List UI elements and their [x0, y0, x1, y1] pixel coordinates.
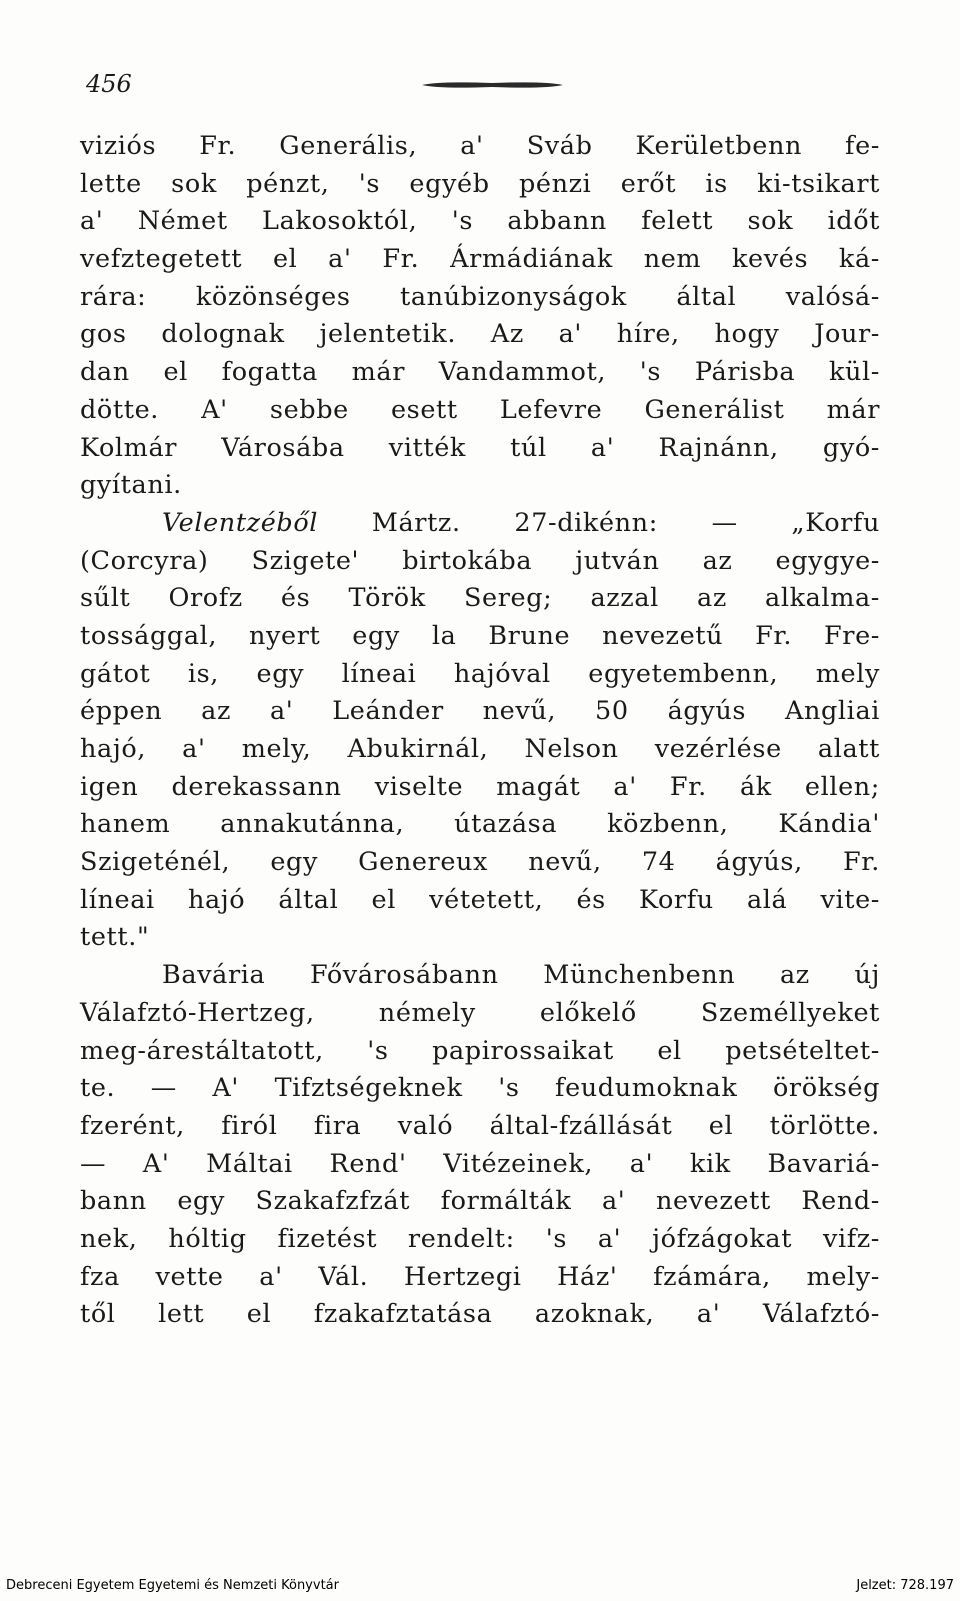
text-line: gátot is, egy líneai hajóval egyetembenn, mely: [80, 658, 880, 689]
header-rule-ornament: [420, 80, 565, 90]
text-line: sűlt Orofz és Török Sereg; azzal az alkalma-: [80, 583, 880, 614]
page-number: 456: [86, 70, 132, 98]
text-line: éppen az a' Leánder nevű, 50 ágyús Angliai: [80, 696, 880, 727]
text-line: viziós Fr. Generális, a' Sváb Kerületbenn fe-: [80, 131, 880, 161]
dateline-text: Mártz. 27-dikénn: — „Korfu: [318, 507, 880, 538]
text-line: fzerént, firól fira való által-fzállását el törlötte.: [80, 1110, 880, 1141]
text-line: tett.": [80, 922, 150, 953]
dateline-place: Velentzéből: [162, 507, 319, 538]
text-line: hanem annakutánna, útazása közbenn, Kándia': [80, 809, 880, 840]
body-text: [80, 128, 880, 1334]
text-line: dan el fogatta már Vandammot, 's Párisba kül-: [80, 357, 880, 388]
text-line: gos dolognak jelentetik. Az a' híre, hogy Jour-: [80, 319, 880, 350]
text-line: — A' Máltai Rend' Vitézeinek, a' kik Bavariá-: [80, 1148, 880, 1179]
text-line: meg-árestáltatott, 's papirossaikat el petsételtet-: [80, 1035, 880, 1066]
text-line: te. — A' Tifztségeknek 's feudumoknak örökség: [80, 1073, 880, 1104]
footer-library: Debreceni Egyetem Egyetemi és Nemzeti Könyvtár: [6, 1578, 339, 1593]
text-line: tossággal, nyert egy la Brune nevezetű Fr. Fre-: [80, 620, 880, 651]
text-line: líneai hajó által el vétetett, és Korfu alá vite-: [80, 884, 880, 915]
footer-shelfmark: Jelzet: 728.197: [856, 1578, 954, 1593]
text-line: Szigeténél, egy Genereux nevű, 74 ágyús, Fr.: [80, 847, 880, 878]
text-line: igen derekassann viselte magát a' Fr. ák ellen;: [80, 771, 880, 802]
text-line: rára: közönséges tanúbizonyságok által valósá-: [80, 281, 880, 312]
footer: [0, 1576, 960, 1601]
text-line: [80, 505, 880, 543]
text-line: bann egy Szakafzfzát formálták a' nevezett Rend-: [80, 1186, 880, 1217]
text-line: (Corcyra) Szigete' birtokába jutván az egygye-: [80, 545, 880, 576]
text-line: gyítani.: [80, 470, 182, 501]
text-line: fza vette a' Vál. Hertzegi Ház' fzámára, mely-: [80, 1261, 880, 1292]
text-line: től lett el fzakafztatása azoknak, a' Válafztó-: [80, 1299, 880, 1330]
text-line: Kolmár Városába vitték túl a' Rajnánn, gyó-: [80, 432, 880, 463]
text-line: Bavária Fővárosábann Münchenbenn az új: [162, 960, 880, 991]
text-line: lette sok pénzt, 's egyéb pénzi erőt is ki-tsikart: [80, 168, 880, 199]
text-line: Válafztó-Hertzeg, némely előkelő Személlyeket: [80, 997, 880, 1028]
text-line: vefztegetett el a' Fr. Ármádiának nem kevés ká-: [80, 244, 880, 275]
text-line: dötte. A' sebbe esett Lefevre Generálist már: [80, 394, 880, 425]
text-line: nek, hóltig fizetést rendelt: 's a' jófzágokat vifz-: [80, 1223, 880, 1254]
text-line: hajó, a' mely, Abukirnál, Nelson vezérlése alatt: [80, 734, 880, 764]
text-line: a' Német Lakosoktól, 's abbann felett sok időt: [80, 206, 880, 237]
